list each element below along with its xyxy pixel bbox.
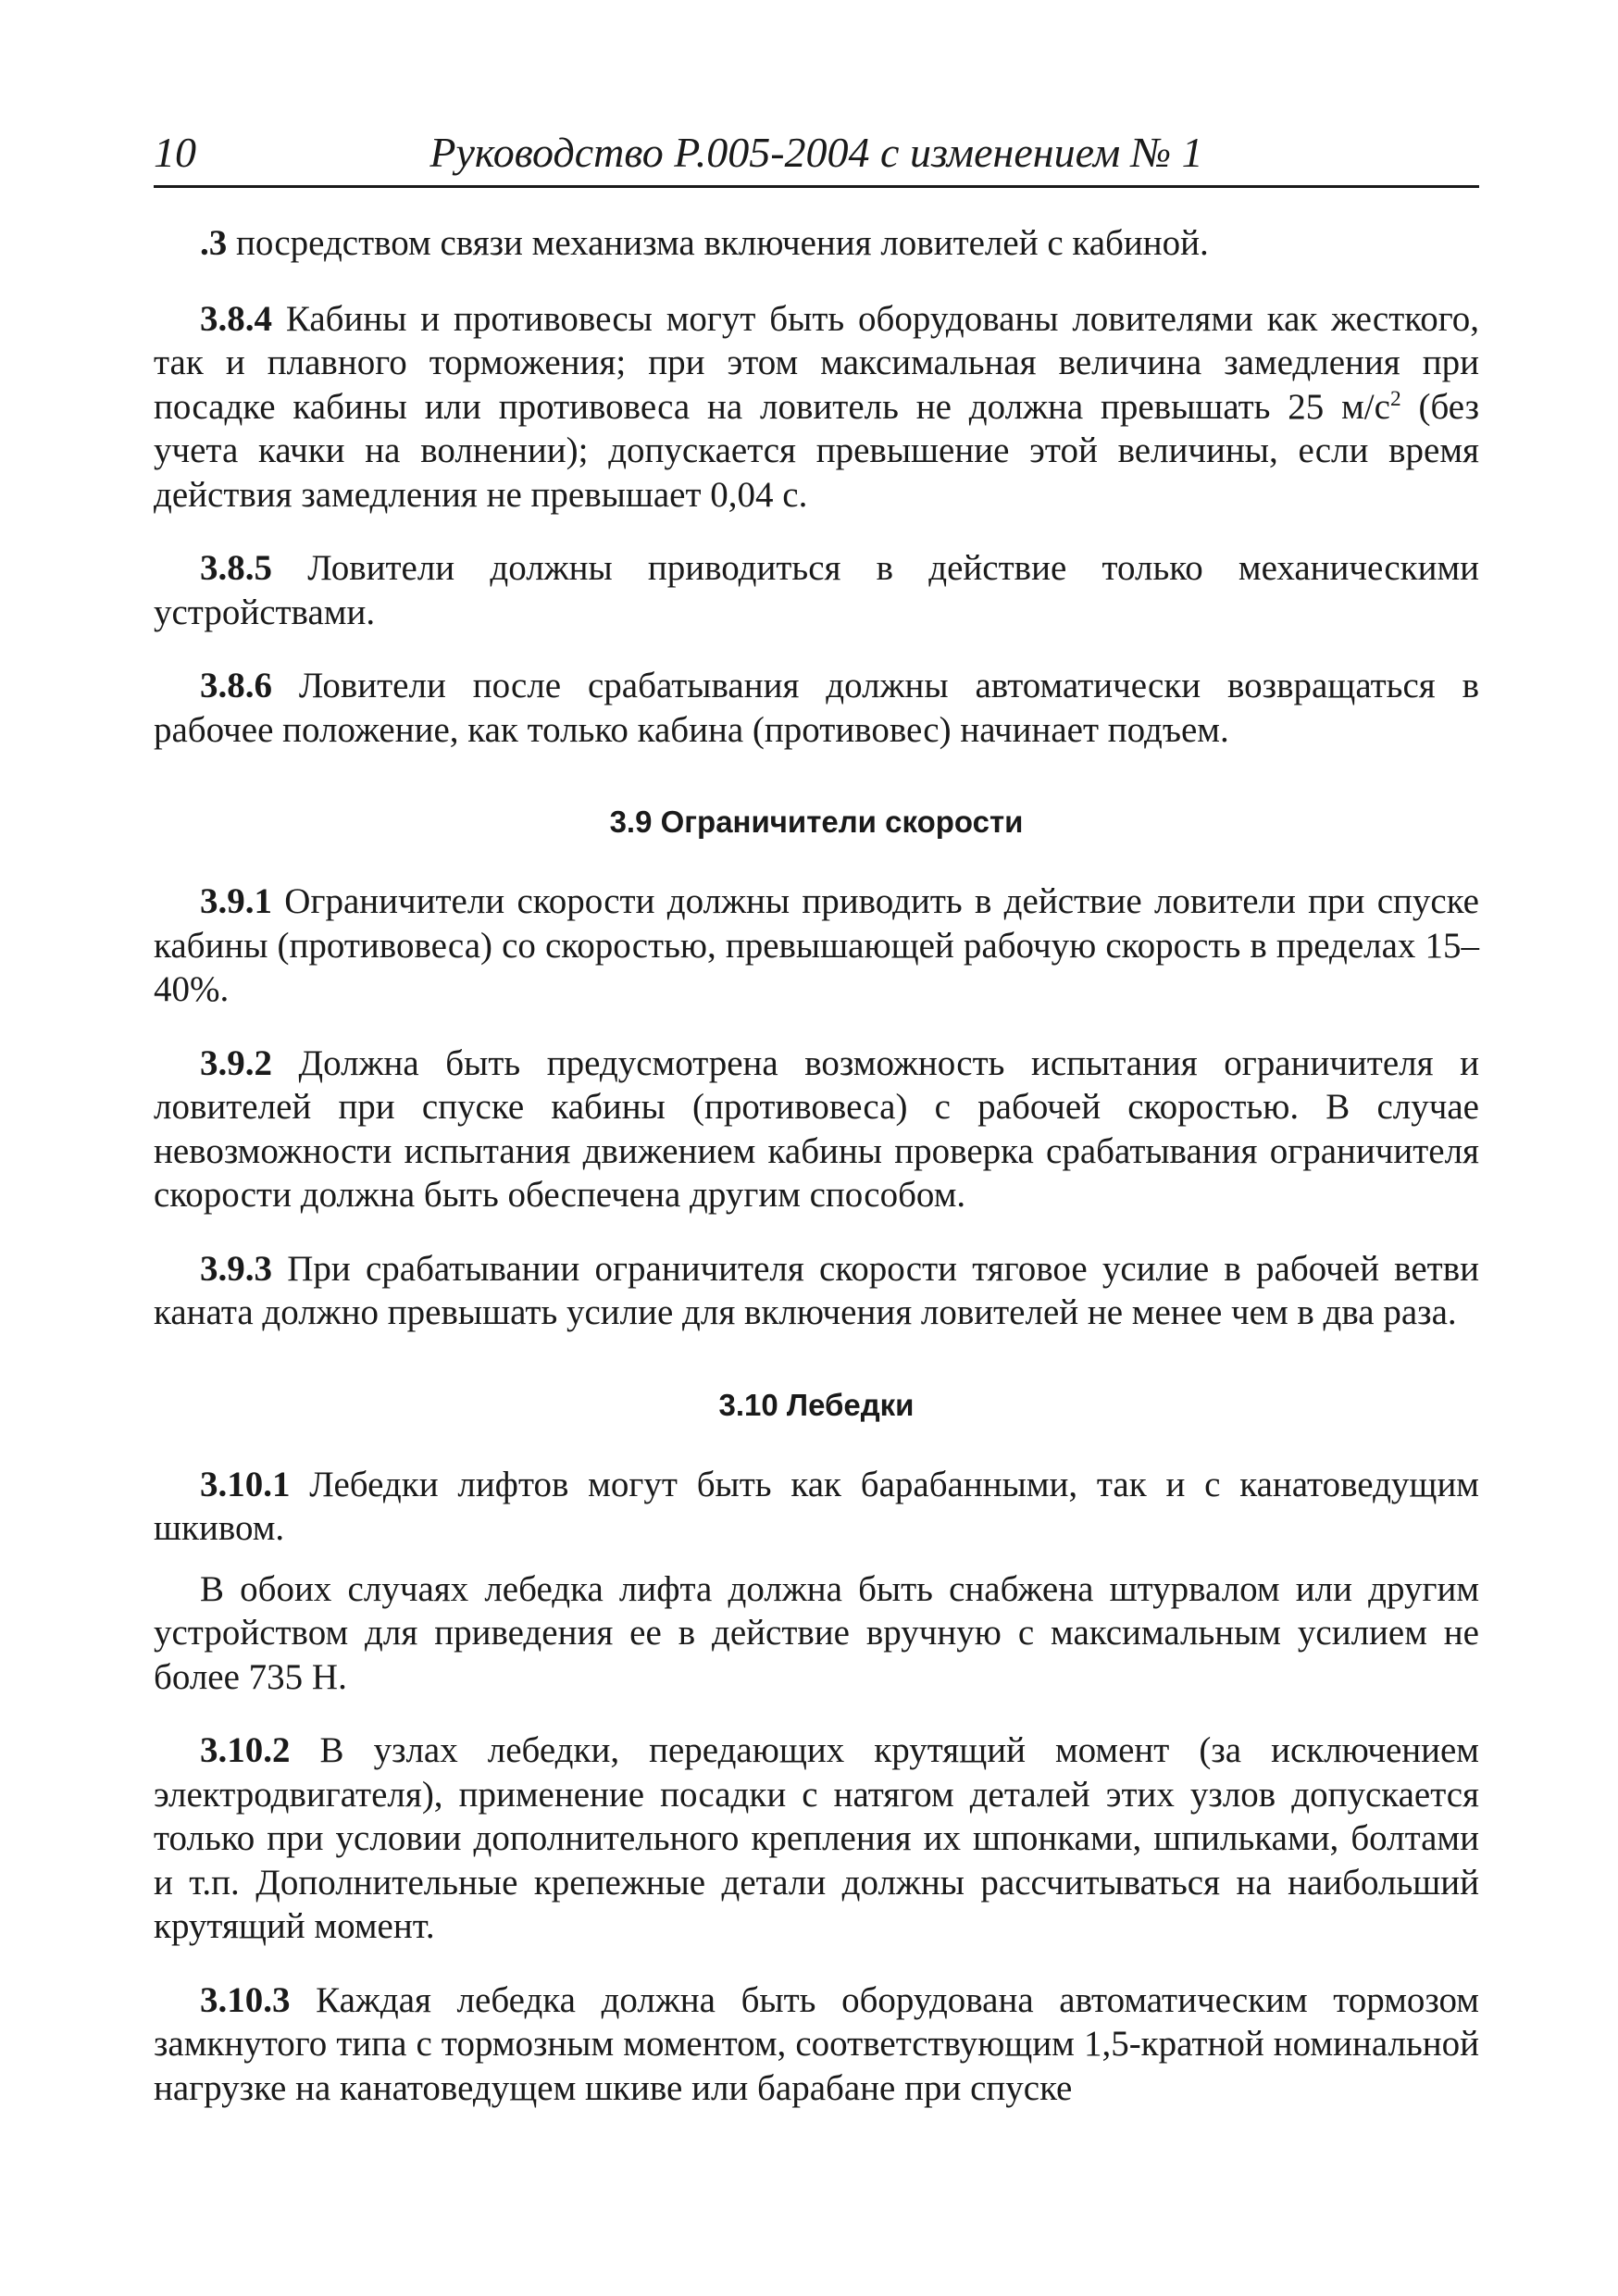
paragraph-text: Кабины и противовесы могут быть оборудованы ловителями как жесткого, так и плавного торможения; при этом максимальная величина замедления при посадке кабины или противовеса на ловитель не должна превышать 25 м/с (154, 298, 1479, 427)
clause-number: 3.8.4 (200, 298, 272, 339)
paragraph-3-9-2 (154, 1042, 1479, 1217)
section-title-3-9: 3.9 Ограничители скорости (609, 805, 1024, 839)
document-title: Руководство Р.005-2004 с изменением № 1 (429, 129, 1203, 176)
paragraph-3-10-1 (154, 1463, 1479, 1551)
clause-number: 3.9.1 (200, 881, 272, 921)
paragraph-text: В узлах лебедки, передающих крутящий момент (за исключением электродвигателя), применение посадки с натягом деталей этих узлов допускается только при условии дополнительного крепления их шпонками, шпильками, болтами и т.п. Дополнительные крепежные детали должны рассчитываться на наибольший крутящий момент. (154, 1730, 1479, 1946)
clause-number: 3.9.3 (200, 1248, 272, 1289)
section-title-3-10: 3.10 Лебедки (718, 1387, 915, 1422)
paragraph-3-10-1-continued: В обоих случаях лебедка лифта должна быть снабжена штурвалом или другим устройством для приведения ее в действие вручную с максимальным усилием не более 735 Н. (154, 1568, 1479, 1697)
page-number: 10 (154, 129, 196, 176)
paragraph-text: Ловители должны приводиться в действие только механическими устройствами. (154, 548, 1479, 632)
clause-number: .3 (200, 223, 228, 263)
paragraph-3-8-6 (154, 664, 1479, 752)
paragraph-text: Ловители после срабатывания должны автоматически возвращаться в рабочее положение, как только кабина (противовес) начинает подъем. (154, 666, 1479, 750)
paragraph-text: Ограничители скорости должны приводить в действие ловители при спуске кабины (противовеса) со скоростью, превышающей рабочую скорость в пределах 15–40%. (154, 881, 1479, 1009)
paragraph-text: (без учета качки на волнении); допускается превышение этой величины, если время действия замедления не превышает 0,04 с. (154, 386, 1479, 515)
clause-number: 3.8.5 (200, 548, 272, 588)
paragraph-3-10-3 (154, 1978, 1479, 2111)
paragraph-3-9-1 (154, 880, 1479, 1012)
paragraph-text: Должна быть предусмотрена возможность испытания ограничителя и ловителей при спуске кабины (противовеса) с рабочей скоростью. В случае невозможности испытания движением кабины проверка срабатывания ограничителя скорости должна быть обеспечена другим способом. (154, 1042, 1479, 1215)
paragraph-text: При срабатывании ограничителя скорости тяговое усилие в рабочей ветви каната должно превышать усилие для включения ловителей не менее чем в два раза. (154, 1248, 1479, 1332)
paragraph-3-9-3 (154, 1247, 1479, 1335)
paragraph-text: посредством связи механизма включения ловителей с кабиной. (227, 223, 1209, 263)
paragraph-text: Лебедки лифтов могут быть как барабанными, так и с канатоведущим шкивом. (154, 1464, 1479, 1548)
document-page (154, 0, 1479, 2140)
clause-number: 3.10.3 (200, 1979, 291, 2020)
paragraph-3-8-4 (154, 297, 1479, 518)
clause-number: 3.10.1 (200, 1464, 291, 1504)
paragraph-3-8-5 (154, 546, 1479, 634)
page-header (154, 0, 1479, 188)
clause-number: 3.8.6 (200, 666, 272, 705)
superscript: 2 (1389, 386, 1401, 411)
clause-number: 3.9.2 (200, 1042, 272, 1083)
paragraph-3-8-3-3 (154, 221, 1479, 266)
paragraph-3-10-2 (154, 1728, 1479, 1949)
document-body (154, 221, 1479, 2110)
clause-number: 3.10.2 (200, 1730, 291, 1770)
paragraph-text: Каждая лебедка должна быть оборудована автоматическим тормозом замкнутого типа с тормозным моментом, соответствующим 1,5-кратной номинальной нагрузке на канатоведущем шкиве или барабане при спуске (154, 1979, 1479, 2108)
